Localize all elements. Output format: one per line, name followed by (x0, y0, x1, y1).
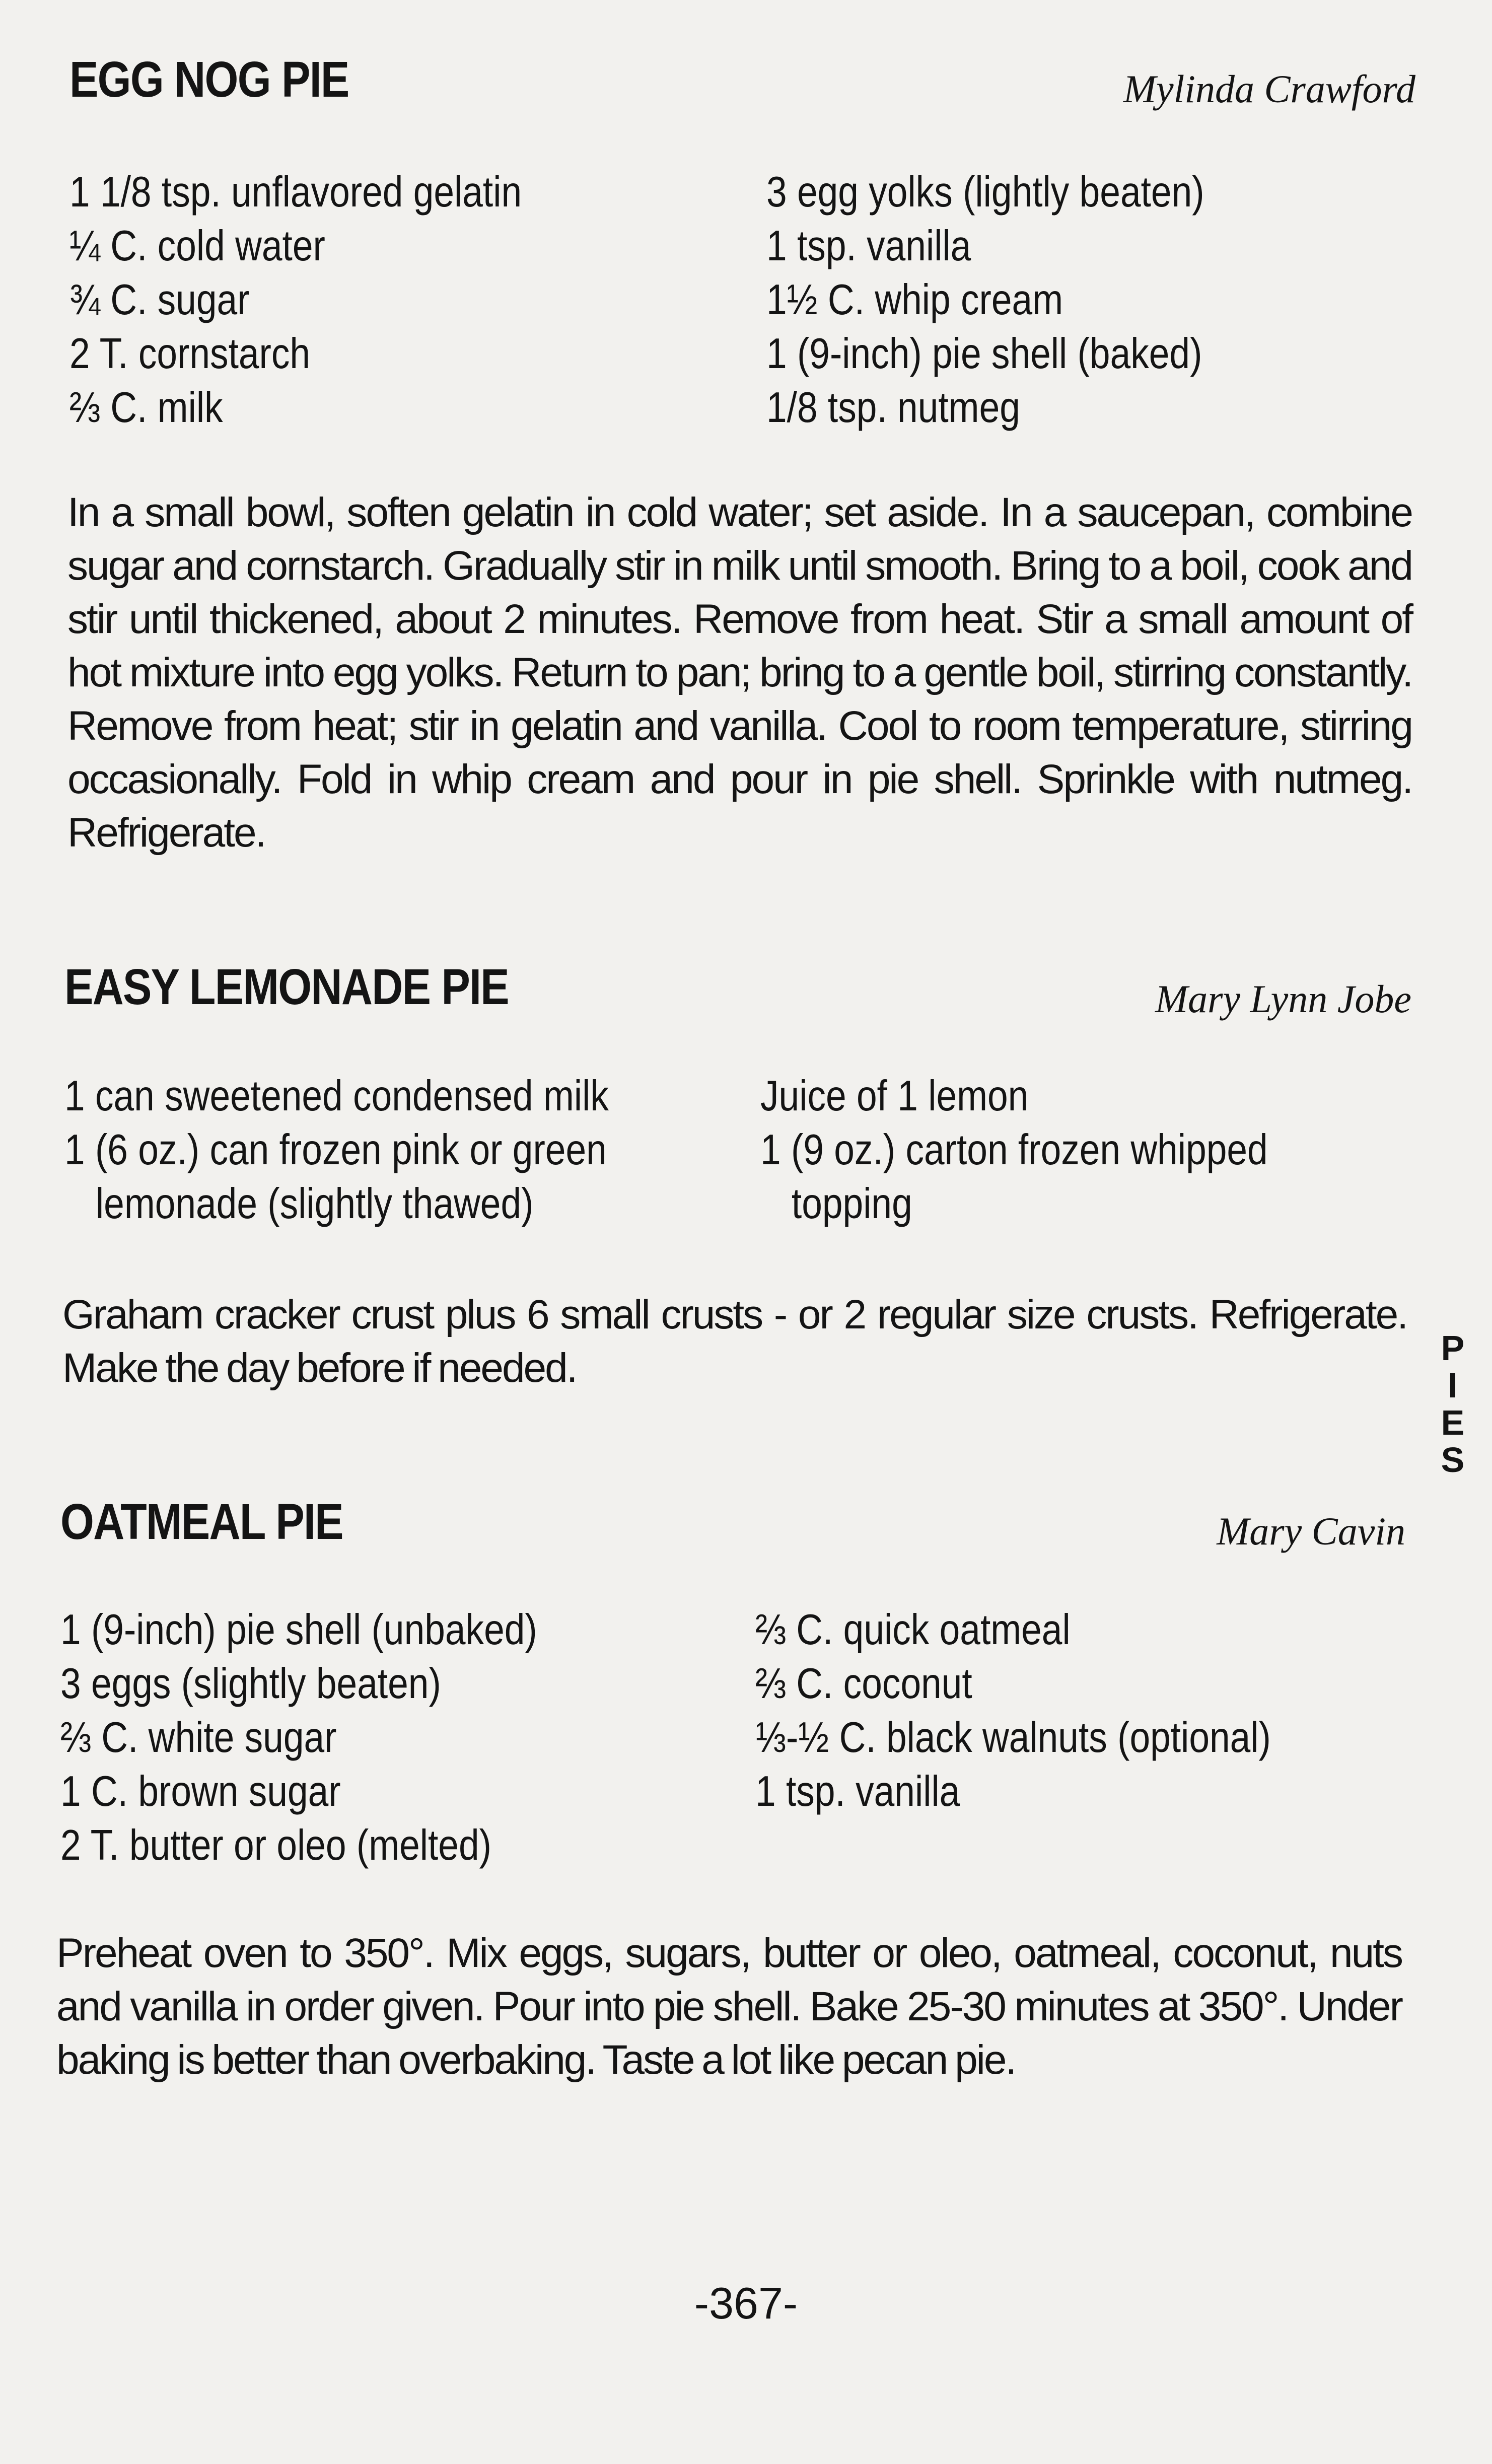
recipe-author: Mary Lynn Jobe (1155, 977, 1411, 1021)
ingredients-right (760, 1069, 1388, 1231)
ingredient: ¾ C. sugar (69, 276, 250, 324)
recipe-title: EASY LEMONADE PIE (64, 959, 509, 1015)
recipe-author: Mylinda Crawford (1123, 67, 1415, 111)
ingredient: 1 (9 oz.) carton frozen whipped topping (760, 1126, 1268, 1228)
ingredient: 1 can sweetened condensed milk (64, 1072, 609, 1120)
page-number: -367- (694, 2278, 798, 2328)
ingredients-left (60, 1603, 537, 1872)
recipe-author: Mary Cavin (1217, 1509, 1405, 1553)
ingredient: 1 (9-inch) pie shell (unbaked) (60, 1606, 537, 1654)
ingredient: ¼ C. cold water (69, 222, 325, 270)
ingredient: 1 tsp. vanilla (766, 222, 971, 270)
section-tab-letter: E (1441, 1403, 1465, 1442)
ingredient: 2 T. butter or oleo (melted) (60, 1821, 491, 1869)
ingredient: 1 tsp. vanilla (755, 1768, 960, 1815)
ingredient: 3 eggs (slightly beaten) (60, 1660, 441, 1708)
ingredients-right (766, 165, 1204, 435)
ingredient: 1 1/8 tsp. unflavored gelatin (69, 168, 522, 216)
ingredient: 1/8 tsp. nutmeg (766, 384, 1020, 432)
section-tab-pies (1435, 1329, 1470, 1479)
ingredient: ⅔ C. coconut (755, 1660, 972, 1708)
ingredient: ⅓-½ C. black walnuts (optional) (755, 1714, 1271, 1762)
ingredients-left (64, 1069, 701, 1231)
ingredient: 1 (6 oz.) can frozen pink or green lemonade (slightly thawed) (64, 1126, 607, 1228)
recipe-directions: Preheat oven to 350°. Mix eggs, sugars, butter or oleo, oatmeal, coconut, nuts and vanilla in order given. Pour into pie shell. Bake 25-30 minutes at 350°. Under baking is better than overbaking. Taste a lot like pecan pie. (56, 1930, 1402, 2083)
ingredient: 1 C. brown sugar (60, 1768, 341, 1815)
recipe-title: EGG NOG PIE (69, 51, 349, 108)
ingredient: ⅔ C. milk (69, 384, 223, 432)
recipe-directions: In a small bowl, soften gelatin in cold water; set aside. In a saucepan, combine sugar and cornstarch. Gradually stir in milk until smooth. Bring to a boil, cook and stir until thickened, about 2 minutes. Remove from heat. Stir a small amount of hot mixture into egg yolks. Return to pan; bring to a gentle boil, stirring constantly. Remove from heat; stir in gelatin and vanilla. Cool to room temperature, stirring occasionally. Fold in whip cream and pour in pie shell. Sprinkle with nutmeg. Refrigerate. (67, 489, 1412, 856)
ingredient: 2 T. cornstarch (69, 330, 311, 378)
ingredient: ⅔ C. quick oatmeal (755, 1606, 1071, 1654)
ingredient: 3 egg yolks (lightly beaten) (766, 168, 1204, 216)
ingredient: 1½ C. whip cream (766, 276, 1063, 324)
ingredient: ⅔ C. white sugar (60, 1714, 337, 1762)
ingredients-left (69, 165, 522, 435)
ingredient: 1 (9-inch) pie shell (baked) (766, 330, 1202, 378)
section-tab-letter: S (1441, 1440, 1465, 1480)
recipe-title: OATMEAL PIE (60, 1494, 343, 1550)
recipe-directions: Graham cracker crust plus 6 small crusts - or 2 regular size crusts. Refrigerate. Make the day before if needed. (62, 1292, 1407, 1391)
ingredients-right (755, 1603, 1271, 1818)
section-tab-letter: P (1441, 1328, 1465, 1368)
ingredient: Juice of 1 lemon (760, 1072, 1029, 1120)
section-tab-letter: I (1448, 1366, 1458, 1405)
